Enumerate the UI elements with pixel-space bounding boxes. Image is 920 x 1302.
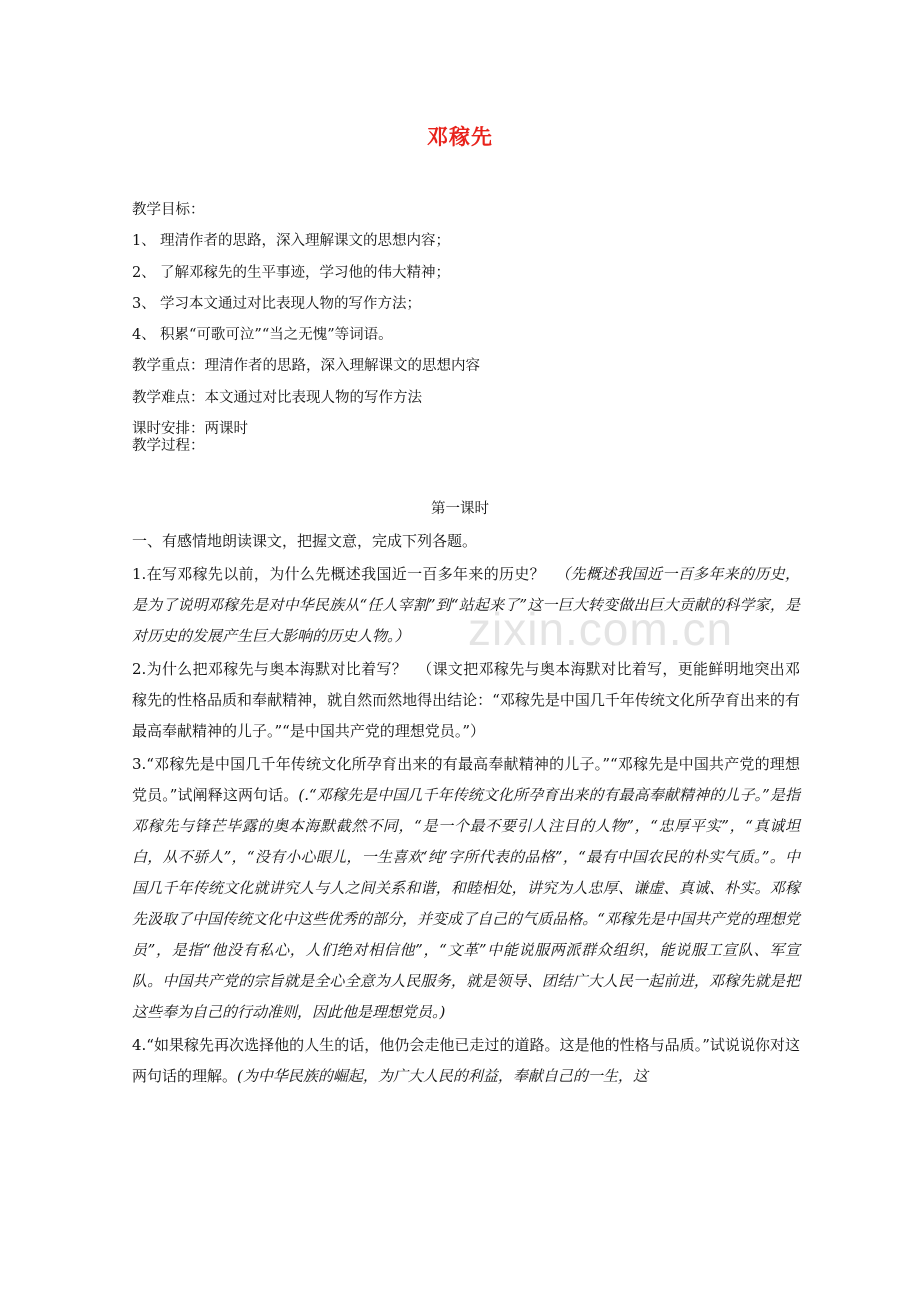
- objective-item: [132, 231, 800, 251]
- section-heading: 一、有感情地朗读课文，把握文意，完成下列各题。: [132, 532, 478, 550]
- question-text: 2.为什么把邓稼先与奥本海默对比着写？: [132, 660, 408, 678]
- objective-number: 4、: [132, 327, 156, 344]
- watermark: zixin.com.cn: [468, 603, 734, 655]
- objective-item: [132, 325, 800, 345]
- key-point: 教学重点：理清作者的思路，深入理解课文的思想内容: [132, 358, 480, 375]
- objective-text: 学习本文通过对比表现人物的写作方法；: [160, 295, 421, 312]
- objective-number: 2、: [132, 264, 156, 281]
- document-title: 邓稼先: [427, 125, 493, 149]
- question-4: [132, 1030, 800, 1092]
- question-3: [132, 749, 800, 1028]
- objective-text: 理清作者的思路，深入理解课文的思想内容；: [160, 233, 450, 250]
- process-heading: 教学过程：: [132, 438, 205, 454]
- session-title: 第一课时: [431, 501, 489, 517]
- question-text: 1.在写邓稼先以前，为什么先概述我国近一百多年来的历史？: [132, 565, 545, 583]
- answer-text: （先概述我国近一百多年来的历史，是为了说明邓稼先是对中华民族从“任人宰割”到“站起来了”这一巨大转变做出巨大贡献的科学家，是对历史的发展产生巨大影响的历史人物。）: [132, 565, 800, 645]
- answer-text: (.“邓稼先是中国几千年传统文化所孕育出来的有最高奉献精神的儿子。”是指邓稼先与锋芒毕露的奥本海默截然不同，“是一个最不要引人注目的人物”，“忠厚平实”，“真诚坦白，从不骄人”，“没有小心眼儿，一生喜欢‘纯’字所代表的品格”，“最有中国农民的朴实气质。”。中国几千年传统文化就讲究人与人之间关系和谐，和睦相处，讲究为人忠厚、谦虚、真诚、朴实。邓稼先汲取了中国传统文化中这些优秀的部分，并变成了自己的气质品格。“邓稼先是中国共产党的理想党员”，是指“他没有私心，人们绝对相信他”，“文革”中能说服两派群众组织，能说服工宣队、军宣队。中国共产党的宗旨就是全心全意为人民服务，就是领导、团结广大人民一起前进，邓稼先就是把这些奉为自己的行动准则，因此他是理想党员。): [132, 786, 801, 1021]
- question-text: 4.“如果稼先再次选择他的人生的话，他仍会走他已走过的道路。这是他的性格与品质。”试说说你对这两句话的理解。: [132, 1036, 800, 1085]
- teaching-objectives: [132, 200, 800, 439]
- process-heading-block: [132, 436, 800, 456]
- answer-text: (为中华民族的崛起，为广大人民的利益，奉献自己的一生，这: [237, 1067, 648, 1085]
- question-text: 3.“邓稼先是中国几千年传统文化所孕育出来的有最高奉献精神的儿子。”“邓稼先是中国共产党的理想党员。”试阐释这两句话。: [132, 755, 800, 804]
- objective-text: 了解邓稼先的生平事迹，学习他的伟大精神；: [160, 264, 450, 281]
- objective-text: 积累“可歌可泣”“当之无愧”等词语。: [160, 327, 393, 344]
- objective-number: 1、: [132, 233, 156, 250]
- objective-item: [132, 263, 800, 283]
- objectives-heading: 教学目标：: [132, 202, 205, 218]
- schedule: 课时安排：两课时: [132, 421, 248, 438]
- question-1: [132, 559, 800, 652]
- answer-text: （课文把邓稼先与奥本海默对比着写，更能鲜明地突出邓稼先的性格品质和奉献精神，就自然而然地得出结论：“邓稼先是中国几千年传统文化所孕育出来的有最高奉献精神的儿子。”“是中国共产党的理想党员。”）: [132, 660, 800, 740]
- objective-item: [132, 294, 800, 314]
- difficulty: 教学难点：本文通过对比表现人物的写作方法: [132, 389, 422, 406]
- objective-number: 3、: [132, 295, 156, 312]
- lesson-body: [132, 526, 800, 1094]
- question-2: [132, 654, 800, 747]
